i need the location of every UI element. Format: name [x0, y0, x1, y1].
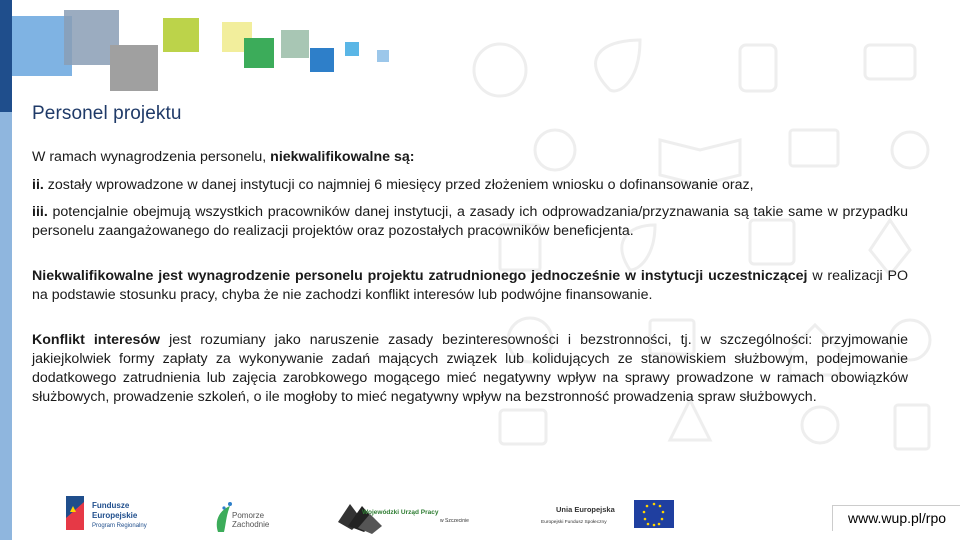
para2-bold-text: Niekwalifikowalne jest wynagrodzenie personelu projektu zatrudnionego jednocześnie w instytucji uczestniczącej — [32, 268, 808, 284]
point-iii-text: potencjalnie obejmują wszystkich pracowników danej instytucji, a zasady ich odprowadzania/przyznawania są takie same w przypadku personelu zaangażowanego do realizacji projektów oraz pozostałych pracowników beneficjenta. — [32, 204, 908, 239]
para2-plain-text: w realizacji PO na podstawie stosunku pracy, chyba że nie zachodzi konflikt interesów lub podwójne finansowanie. — [32, 268, 908, 303]
point-iii-marker: iii. — [32, 204, 48, 220]
bg-wind-icon — [474, 44, 526, 96]
bg-sun-icon — [802, 407, 838, 443]
logo3-line1: Wojewódzki Urząd Pracy — [362, 509, 439, 516]
side-accent-bar-dark — [0, 0, 12, 112]
bg-leaf-icon — [596, 40, 640, 91]
deco-square-cyan — [345, 42, 359, 56]
bg-doc-icon — [895, 405, 929, 449]
para3-bold-text: Konflikt interesów — [32, 332, 161, 348]
deco-square-blue — [310, 48, 334, 72]
logo1-line1: Fundusze — [92, 501, 130, 510]
deco-square-lightblue — [12, 16, 72, 76]
logo2-line1: Pomorze — [232, 511, 265, 520]
wup-szczecin-logo — [338, 504, 469, 534]
point-ii — [32, 176, 908, 195]
page-title: Personel projektu — [32, 103, 182, 124]
para3-plain-text: jest rozumiany jako naruszenie zasady bezinteresowności i bezstronności, tj. w szczególności: przyjmowanie jakiejkolwiek formy zapłaty za wykonywanie zadań mających związek lub kolidujących ze stanowiskiem służbowym, podejmowanie dodatkowego zatrudnienia lub zajęcia zarobkowego mogącego mieć negatywny wpływ na sprawy prowadzone w ramach obowiązków służbowych, prowadzenie szkoleń, o ile mogłoby to mieć negatywny wpływ na bezstronność prowadzenia spraw służbowych. — [32, 332, 908, 405]
logo1-line2: Europejskie — [92, 511, 138, 520]
side-accent-bar-light — [0, 112, 12, 540]
intro-paragraph — [32, 148, 908, 167]
bg-train-icon — [740, 45, 776, 91]
fundusze-europejskie-logo — [66, 496, 147, 530]
intro-plain-text: W ramach wynagrodzenia personelu, — [32, 149, 271, 165]
footer-logos — [0, 492, 960, 540]
point-ii-marker: ii. — [32, 177, 44, 193]
logo4-line2: Europejski Fundusz Społeczny — [541, 520, 607, 525]
deco-square-gray — [110, 45, 158, 91]
logo3-line2: w Szczecinie — [440, 518, 469, 524]
deco-square-sage — [281, 30, 309, 58]
logo2-line2: Zachodnie — [232, 520, 270, 529]
point-iii — [32, 203, 908, 241]
bg-briefcase-icon — [500, 410, 546, 444]
deco-square-paleblue — [377, 50, 389, 62]
website-url[interactable]: www.wup.pl/rpo — [832, 505, 960, 531]
unia-europejska-logo — [541, 500, 674, 528]
point-ii-text: zostały wprowadzone w danej instytucji co najmniej 6 miesięcy przed złożeniem wniosku o dofinansowanie oraz, — [43, 177, 754, 193]
intro-bold-text: niekwalifikowalne są: — [270, 149, 415, 165]
logo1-line3: Program Regionalny — [92, 523, 147, 529]
paragraph-konflikt — [32, 331, 908, 407]
bg-chat-icon — [865, 45, 915, 79]
deco-square-green — [244, 38, 274, 68]
slide-body — [32, 148, 908, 407]
deco-square-lime — [163, 18, 199, 52]
pomorze-zachodnie-logo — [217, 502, 270, 532]
logo4-line1: Unia Europejska — [556, 505, 615, 514]
paragraph-niekwalifikowalne — [32, 267, 908, 305]
